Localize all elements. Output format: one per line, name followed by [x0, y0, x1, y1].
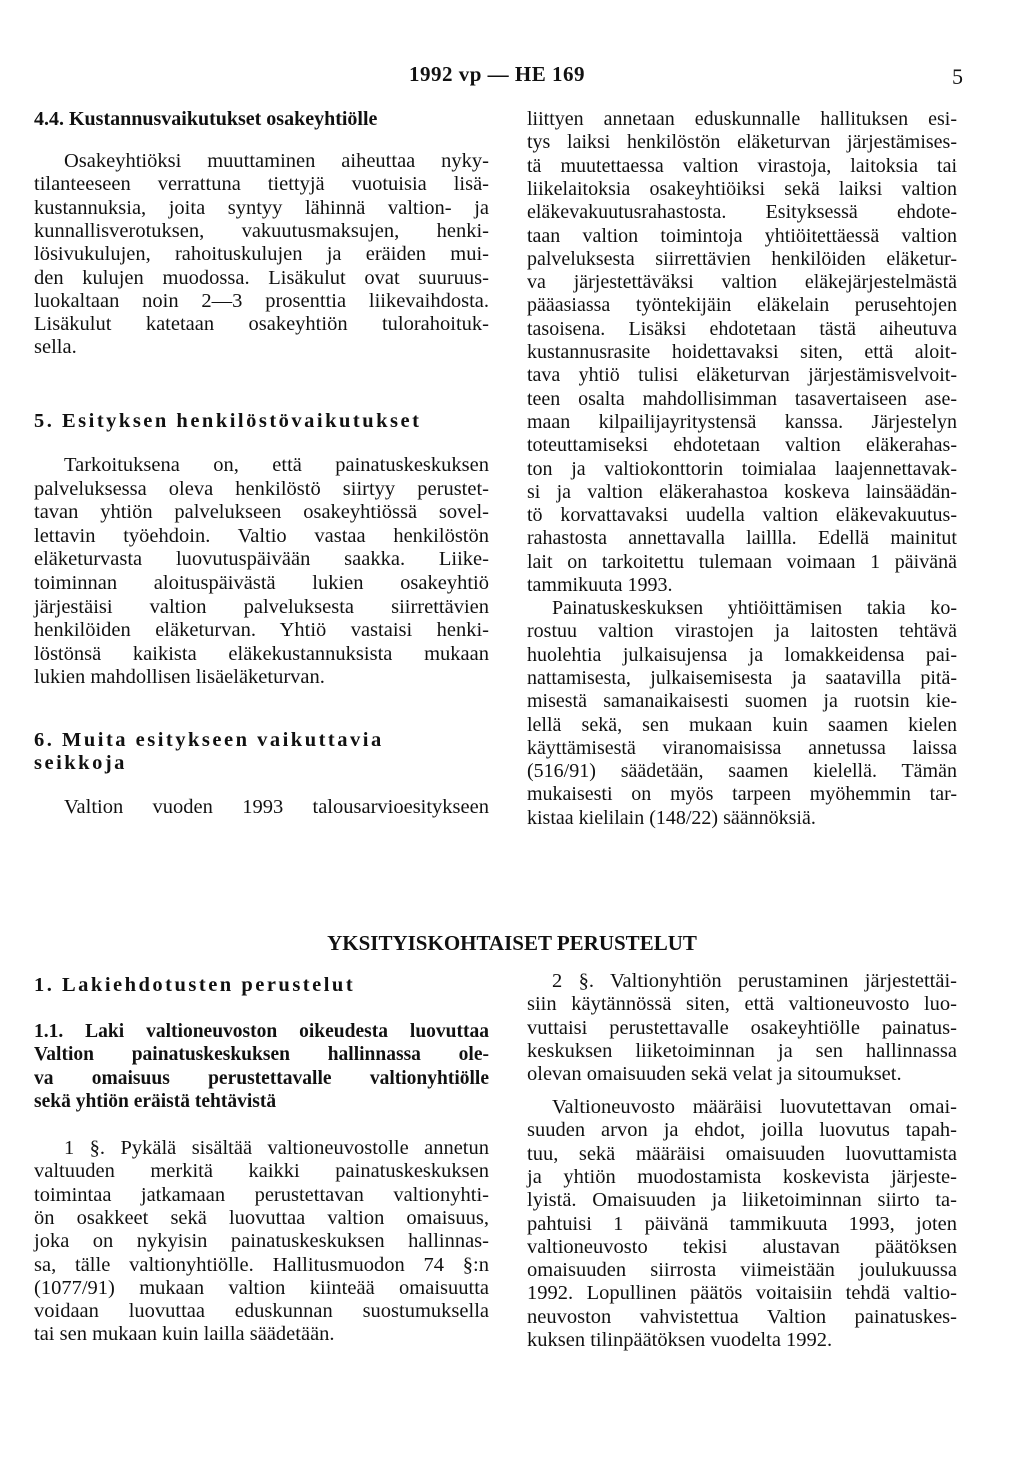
text-line: joka on nykyisin painatuskeskuksen hallinnas- [34, 1230, 489, 1253]
text-line: ja yhtiön muodostamista koskevista järjeste- [527, 1165, 957, 1188]
text-line: vuttaisi perustettavalle osakeyhtiölle painatus- [527, 1016, 957, 1039]
text-line: palveluksesta siirrettävien henkilöiden eläketur- [527, 247, 957, 270]
text-line: toiminnan aloituspäivästä lukien osakeyhtiö [34, 572, 489, 594]
text-line: (516/91) säädetään, saamen kielellä. Tämän [527, 760, 957, 783]
text-line: tä muutettaessa valtion virastoja, laitoksia tai [527, 154, 957, 177]
text-line: ön osakkeet sekä luovuttaa valtion omaisuus, [34, 1206, 489, 1229]
text-line: 2 §. Valtionyhtiön perustaminen järjestettäi- [552, 970, 957, 992]
text-line: liikelaitoksia osakeyhtiöiksi sekä laiksi valtion [527, 177, 957, 200]
text-line: sa, tälle valtionyhtiölle. Hallitusmuodon 74 §:n [34, 1253, 489, 1276]
text-line: keskuksen liiketoiminnan ja sen hallinnassa [527, 1039, 957, 1062]
text-line: luokaltaan noin 2—3 prosenttia liikevaihdosta. [34, 289, 489, 312]
text-line: voidaan luovuttaa eduskunnan suostumuksella [34, 1300, 489, 1323]
text-line: eläkevakuutusrahastosta. Esityksessä ehdote- [527, 201, 957, 224]
text-line: ton ja valtiokonttorin toimialaa laajennettavak- [527, 457, 957, 480]
text-line: valtioneuvosto tekisi alustavan päätöksen [527, 1235, 957, 1258]
text-line: omaisuuden siirrosta viimeistään joulukuussa [527, 1259, 957, 1282]
text-line: va järjestettäväksi valtion eläkejärjestelmästä [527, 271, 957, 294]
text-line: lukien mahdollisen lisäeläketurvan. [34, 666, 325, 689]
detailed-rationale-heading: YKSITYISKOHTAISET PERUSTELUT [327, 931, 697, 955]
heading-line: sekä yhtiön eräistä tehtävistä [34, 1090, 277, 1112]
text-line: Lisäkulut katetaan osakeyhtiön tulorahoituk- [34, 313, 489, 336]
text-line: kistaa kielilain (148/22) säännöksiä. [527, 806, 816, 829]
text-line: si ja valtion eläkerahastoa koskeva lainsäädän- [527, 480, 957, 503]
heading-line: 1.1. Laki valtioneuvoston oikeudesta luovuttaa [34, 1021, 489, 1042]
text-line: lellä sekä, sen mukaan kuin saamen kielen [527, 713, 957, 736]
text-line: tai sen mukaan kuin lailla säädetään. [34, 1323, 335, 1346]
text-line: Tarkoituksena on, että painatuskeskuksen [64, 454, 489, 476]
text-line: tö korvattavaksi uudella valtion eläkevakuutus- [527, 504, 957, 527]
text-line: palveluksessa oleva henkilöstö siirtyy perustet- [34, 477, 489, 500]
text-line: Valtioneuvosto määräisi luovutettavan omai- [552, 1096, 957, 1118]
text-line: nattamisesta, julkaisemisesta ja saatavilla pitä- [527, 666, 957, 689]
text-line: pahtuisi 1 päivänä tammikuuta 1993, joten [527, 1212, 957, 1235]
text-line: huolehtia julkaisujensa ja lomakkeidensa pai- [527, 643, 957, 666]
text-line: tammikuuta 1993. [527, 574, 673, 596]
text-line: löstönsä kaikista eläkekustannuksista mukaan [34, 642, 489, 665]
text-line: rostuu valtion virastojen ja laitosten tehtävä [527, 620, 957, 643]
text-line: kuksen tilinpäätöksen vuodelta 1992. [527, 1329, 833, 1351]
text-line: valtuuden merkitä kaikki painatuskeskuksen [34, 1160, 489, 1183]
text-line: lait on tarkoitettu tulemaan voimaan 1 päivänä [527, 550, 957, 573]
text-line: tasoisena. Lisäksi ehdotetaan tästä aiheutuva [527, 317, 957, 340]
heading-line: Valtion painatuskeskuksen hallinnassa ole- [34, 1044, 489, 1066]
text-line: taan valtion toimintoja yhtiöitettäessä valtion [527, 224, 957, 247]
text-line: lettavin työehdoin. Valtio vastaa henkilöstön [34, 524, 489, 547]
text-line: toimintaa jatkamaan perustettavan valtionyhti- [34, 1183, 489, 1206]
section-heading-6-line1: 6. Muita esitykseen vaikuttavia [34, 729, 384, 751]
text-line: rahastosta annettavalla laillla. Edellä mainitut [527, 527, 957, 550]
text-line: tys laiksi henkilöstön eläketurvan järjestämises- [527, 131, 957, 154]
text-line: kustannuksia, joita syntyy lähinnä valtion- ja [34, 196, 489, 219]
text-line: lösivukulujen, rahoituskulujen ja eräiden mui- [34, 243, 489, 266]
running-title: 1992 vp — HE 169 [409, 62, 586, 86]
text-line: mukaisesti on myös tarpeen myöhemmin tar- [527, 783, 957, 806]
section-heading-6-line2: seikkoja [34, 752, 127, 774]
text-line: Painatuskeskuksen yhtiöittämisen takia ko- [552, 597, 957, 619]
text-line: tuu, sekä määräisi omaisuuden luovuttamista [527, 1142, 957, 1165]
text-line: siin käytännössä siten, että valtioneuvosto luo- [527, 993, 957, 1016]
text-line: eläketurvasta luovutuspäivään saakka. Liike- [34, 548, 489, 571]
text-line: tilanteeseen verrattuna tiettyjä vuotuisia lisä- [34, 173, 489, 196]
section-heading-4-4: 4.4. Kustannusvaikutukset osakeyhtiölle [34, 108, 378, 130]
text-line: misestä samanaikaisesti suomen ja ruotsin kie- [527, 690, 957, 713]
section-heading-1: 1. Lakiehdotusten perustelut [34, 974, 356, 996]
text-line: neuvoston vahvistettua Valtion painatuskes- [527, 1305, 957, 1328]
text-line: henkilöiden eläketurvan. Yhtiö vastaisi henki- [34, 619, 489, 642]
text-line: lyistä. Omaisuuden ja liiketoiminnan siirto ta- [527, 1189, 957, 1212]
section-heading-5: 5. Esityksen henkilöstövaikutukset [34, 410, 422, 432]
text-line: maan kilpailijayritystensä kanssa. Järjestelyn [527, 410, 957, 433]
text-line: teen osalta mahdollisimman tasavertaiseen ase- [527, 387, 957, 410]
text-line: kustannusrasite hoidettavaksi siten, että aloit- [527, 341, 957, 363]
text-line: järjestäisi valtion palveluksesta siirrettävien [34, 595, 489, 618]
text-line: toteuttamiseksi ehdotetaan valtion eläkerahas- [527, 434, 957, 457]
text-line: tavan yhtiön palvelukseen osakeyhtiössä sovel- [34, 501, 489, 524]
text-line: sella. [34, 336, 77, 359]
text-line: Valtion vuoden 1993 talousarvioesitykseen [64, 796, 489, 818]
heading-line: va omaisuus perustettavalle valtionyhtiölle [34, 1067, 489, 1089]
text-line: Osakeyhtiöksi muuttaminen aiheuttaa nyky- [64, 150, 489, 172]
text-line: pääasiassa työntekijäin eläkelain perusehtojen [527, 294, 957, 317]
text-line: 1 §. Pykälä sisältää valtioneuvostolle annetun [64, 1137, 489, 1159]
text-line: tava yhtiö tulisi eläketurvan järjestämisvelvoit- [527, 364, 957, 387]
text-line: (1077/91) mukaan valtion kiinteää omaisuutta [34, 1276, 489, 1299]
text-line: liittyen annetaan eduskunnalle hallituksen esi- [527, 108, 957, 130]
text-line: 1992. Lopullinen päätös voitaisiin tehdä valtio- [527, 1282, 957, 1305]
page-number: 5 [952, 64, 963, 89]
text-line: kunnallisverotuksen, vakuutusmaksujen, henki- [34, 219, 489, 242]
text-line: den kulujen muodossa. Lisäkulut ovat suuruus- [34, 266, 489, 289]
text-line: olevan omaisuuden sekä velat ja sitoumukset. [527, 1063, 902, 1086]
text-line: suuden arvon ja ehdot, joilla luovutus tapah- [527, 1119, 957, 1142]
text-line: käyttämisestä viranomaisissa annetussa laissa [527, 736, 957, 759]
